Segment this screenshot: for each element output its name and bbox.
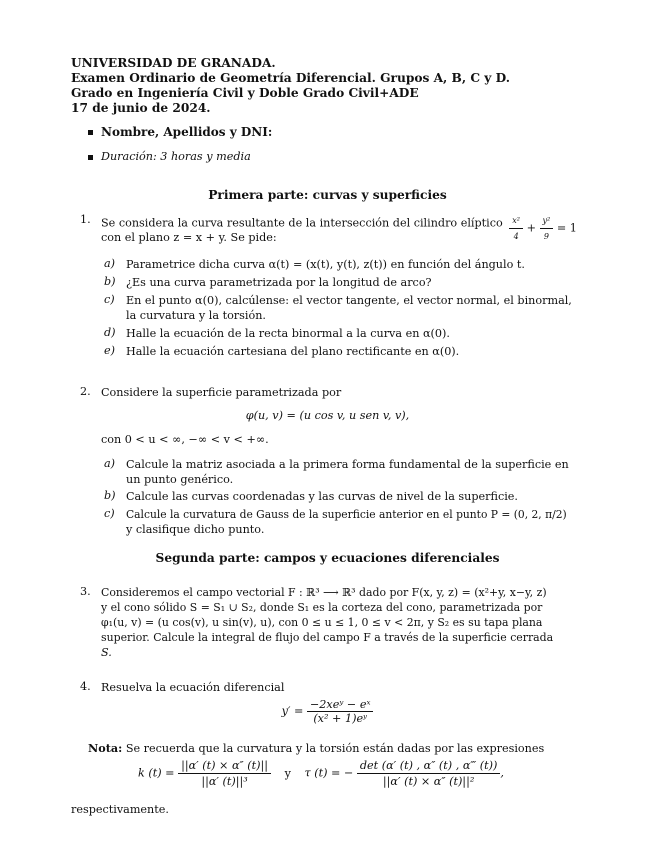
q3-line: superior. Calcule la integral de flujo del campo F a través de la superficie cerrada [101, 631, 554, 644]
note-text: Se recuerda que la curvatura y la torsión están dadas por las expresiones [125, 742, 545, 755]
torsion-numerator: det (α′ (t) , α″ (t) , α‴ (t)) [357, 758, 500, 774]
note-closing: respectivamente. [71, 803, 169, 816]
q3-line: φ₁(u, v) = (u cos(v), u sin(v), u), con 0 ≤ u ≤ 1, 0 ≤ v < 2π, y S₂ es su tapa plana [101, 616, 543, 629]
q2-item-text-cont: un punto genérico. [126, 473, 234, 486]
name-field-label: Nombre, Apellidos y DNI: [101, 125, 273, 139]
plus-sign: + [526, 221, 536, 235]
curvature-lhs: k (t) = [138, 766, 175, 780]
header-exam-title: Examen Ordinario de Geometría Diferencial. Grupos A, B, C y D. [71, 71, 510, 85]
q4-numerator: −2xeʸ − eˣ [307, 698, 373, 712]
q1-item-text: ¿Es una curva parametrizada por la longitud de arco? [126, 276, 432, 289]
y-denominator: 9 [543, 232, 549, 241]
x-denominator: 4 [513, 232, 519, 241]
q4-lhs: y′ = [281, 704, 304, 718]
conjunction: y [284, 766, 291, 780]
q4-differential-equation [0, 698, 655, 725]
q2-intro: Considere la superficie parametrizada por [101, 386, 342, 399]
q1-item-text: En el punto α(0), calcúlense: el vector tangente, el vector normal, el binormal, [126, 294, 572, 307]
q3-line: y el cono sólido S = S₁ ∪ S₂, donde S₁ es la corteza del cono, parametrizada por [101, 601, 543, 614]
header-university: UNIVERSIDAD DE GRANADA. [71, 56, 276, 70]
bullet-icon [88, 155, 93, 160]
q1-item-text: Halle la ecuación cartesiana del plano rectificante en α(0). [126, 345, 460, 358]
q1-item-text: Halle la ecuación de la recta binormal a la curva en α(0). [126, 327, 450, 340]
question-number: 3. [80, 585, 91, 598]
q1-intro-cont: con el plano z = x + y. Se pide: [101, 231, 277, 244]
q2-domain: con 0 < u < ∞, −∞ < v < +∞. [101, 433, 269, 446]
question-number: 2. [80, 385, 91, 398]
header-date: 17 de junio de 2024. [71, 101, 211, 115]
torsion-lhs: τ (t) = − [304, 766, 354, 780]
note-formulas [138, 758, 504, 789]
note-label: Nota: [88, 741, 123, 755]
torsion-denominator: ||α′ (t) × α″ (t)||² [382, 775, 475, 788]
ellipse-equation [509, 213, 577, 244]
y-numerator: y² [540, 213, 554, 229]
q3-line: S. [101, 646, 112, 659]
q2-parametrization: φ(u, v) = (u cos v, u sen v, v), [245, 409, 410, 422]
q2-item-text: Calcule la curvatura de Gauss de la superficie anterior en el punto P = (0, 2, π/2) [126, 508, 567, 521]
q1-item-text-cont: la curvatura y la torsión. [126, 309, 266, 322]
q4-denominator: (x² + 1)eʸ [313, 712, 368, 725]
item-label: e) [104, 344, 115, 357]
part1-title: Primera parte: curvas y superficies [208, 188, 447, 202]
q1-item-text: Parametrice dicha curva α(t) = (x(t), y(t), z(t)) en función del ángulo t. [126, 258, 525, 271]
question-number: 4. [80, 680, 91, 693]
ellipse-rhs: = 1 [556, 221, 577, 235]
header-degree: Grado en Ingeniería Civil y Doble Grado Civil+ADE [71, 86, 419, 100]
item-label: b) [104, 275, 116, 288]
q2-item-text: Calcule las curvas coordenadas y las curvas de nivel de la superficie. [126, 490, 518, 503]
note-line [88, 741, 544, 756]
formula-comma: , [500, 766, 504, 780]
q4-intro: Resuelva la ecuación diferencial [101, 681, 285, 694]
bullet-icon [88, 130, 93, 135]
item-label: a) [104, 457, 116, 470]
q2-item-text: Calcule la matriz asociada a la primera forma fundamental de la superficie en [126, 458, 569, 471]
duration-text: Duración: 3 horas y media [101, 150, 251, 163]
part2-title: Segunda parte: campos y ecuaciones diferenciales [155, 551, 500, 565]
q3-line: Consideremos el campo vectorial F : ℝ³ ⟶ ℝ³ dado por F(x, y, z) = (x²+y, x−y, z) [101, 586, 547, 599]
q2-item-text-cont: y clasifique dicho punto. [126, 523, 265, 536]
item-label: a) [104, 257, 116, 270]
q1-intro-text: Se considera la curva resultante de la intersección del cilindro elíptico [101, 216, 503, 230]
item-label: b) [104, 489, 116, 502]
question-number: 1. [80, 213, 91, 226]
item-label: c) [104, 293, 115, 306]
curvature-numerator: ||α′ (t) × α″ (t)|| [178, 758, 271, 774]
item-label: d) [104, 326, 116, 339]
x-numerator: x² [509, 213, 523, 229]
item-label: c) [104, 507, 115, 520]
curvature-denominator: ||α′ (t)||³ [201, 775, 248, 788]
